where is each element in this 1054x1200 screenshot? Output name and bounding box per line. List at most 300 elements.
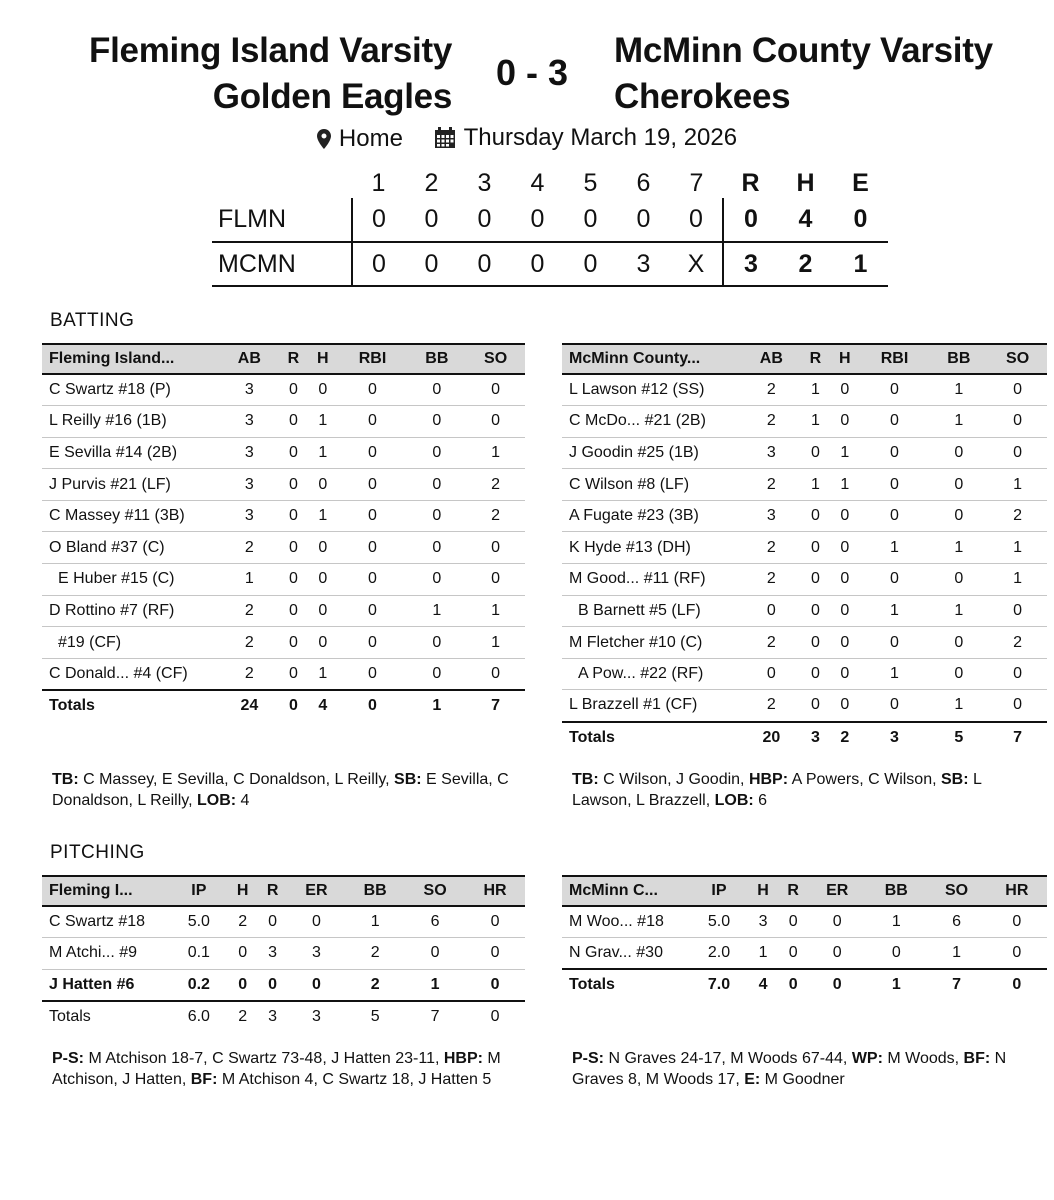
player-name: E Sevilla #14 (2B): [42, 437, 220, 469]
stat-value: 3: [288, 938, 346, 970]
stat-value: 0: [308, 627, 337, 659]
inning-header: 6: [636, 168, 651, 197]
note-value: C Wilson, J Goodin,: [598, 771, 749, 788]
stat-value: 0: [408, 469, 467, 501]
totals-value: 7: [1013, 728, 1023, 746]
stat-value: 2: [742, 690, 801, 722]
stat-value: 0: [258, 906, 288, 938]
home-batting-table: [42, 343, 525, 722]
player-name: M Fletcher #10 (C): [562, 627, 742, 659]
stat-value: 0: [337, 627, 407, 659]
away-team-line1: McMinn County Varsity: [614, 31, 993, 70]
table-row: [562, 595, 1047, 627]
note-value: M Goodner: [760, 1071, 845, 1088]
stat-value: 2: [466, 469, 525, 501]
table-header-row: [562, 876, 1047, 906]
stat-value: 1: [405, 969, 465, 1001]
table-row: [562, 469, 1047, 501]
home-pitching-table: [42, 875, 525, 1032]
table-row: [42, 532, 525, 564]
totals-row: [562, 969, 1047, 1001]
stat-value: 1: [988, 532, 1047, 564]
totals-value: 0: [490, 1008, 500, 1026]
stat-value: 0: [988, 406, 1047, 438]
stat-value: 1: [830, 437, 859, 469]
note-key: WP:: [851, 1050, 883, 1067]
stat-value: 0: [279, 469, 308, 501]
player-name: C Donald... #4 (CF): [42, 658, 220, 690]
stat-value: 0: [408, 564, 467, 596]
table-row: [562, 500, 1047, 532]
stat-value: 0: [930, 564, 989, 596]
stat-value: 0: [859, 690, 929, 722]
table-row: [42, 658, 525, 690]
stat-value: 0: [930, 627, 989, 659]
stat-value: 0: [801, 437, 830, 469]
stat-value: 0: [830, 690, 859, 722]
player-name: C Massey #11 (3B): [42, 500, 220, 532]
away-batting-table: [562, 343, 1047, 753]
stat-value: 3: [220, 500, 279, 532]
inning-header: 4: [530, 168, 545, 197]
stat-value: 0: [288, 969, 346, 1001]
inning-score: 0: [511, 242, 564, 286]
home-team-name: [89, 28, 452, 120]
team-abbr: MCMN: [212, 242, 352, 286]
stat-value: 0: [337, 500, 407, 532]
away-batting-notes: [572, 769, 1042, 811]
stat-value: 0: [228, 969, 258, 1001]
stat-value: 1: [466, 627, 525, 659]
stat-value: 5.0: [690, 906, 748, 938]
note-value: M Atchison 18-7, C Swartz 73-48, J Hatten 23-11,: [84, 1050, 444, 1067]
stat-column-header: HR: [987, 876, 1047, 906]
stat-column-header: H: [228, 876, 258, 906]
date-text: Thursday March 19, 2026: [463, 124, 738, 151]
totals-value: 3: [311, 1008, 321, 1026]
player-name: A Pow... #22 (RF): [562, 658, 742, 690]
stat-value: 1: [859, 532, 929, 564]
stat-value: 1: [308, 500, 337, 532]
stat-value: 1: [859, 595, 929, 627]
stat-value: 0: [337, 658, 407, 690]
stat-value: 0: [859, 564, 929, 596]
note-value: 6: [753, 792, 768, 809]
away-team-name: [614, 28, 993, 120]
stat-column-header: SO: [405, 876, 465, 906]
player-name: A Fugate #23 (3B): [562, 500, 742, 532]
team-column-header: Fleming Island...: [42, 344, 220, 374]
table-row: [562, 627, 1047, 659]
stat-column-header: R: [258, 876, 288, 906]
stat-value: 1: [926, 938, 986, 970]
player-name: O Bland #37 (C): [42, 532, 220, 564]
away-pitching-table: [562, 875, 1047, 1001]
hits-header: H: [796, 168, 815, 197]
player-name: D Rottino #7 (RF): [42, 595, 220, 627]
totals-value: 7: [952, 976, 961, 994]
stat-value: 0: [258, 969, 288, 1001]
stat-value: 0: [408, 437, 467, 469]
totals-value: 0: [368, 697, 377, 715]
note-key: HBP:: [748, 771, 789, 788]
team-column-header: McMinn County...: [562, 344, 742, 374]
stat-column-header: SO: [926, 876, 986, 906]
stat-value: 0: [337, 532, 407, 564]
totals-label: Totals: [49, 697, 95, 715]
stat-value: 0: [801, 564, 830, 596]
stat-value: 0: [466, 374, 525, 406]
stat-value: 0: [988, 437, 1047, 469]
stat-value: 0: [408, 532, 467, 564]
stat-value: 2: [742, 627, 801, 659]
stat-value: 2: [220, 627, 279, 659]
inning-score: 0: [670, 198, 723, 242]
stat-column-header: H: [830, 344, 859, 374]
stat-value: 0: [279, 437, 308, 469]
note-key: P-S:: [572, 1050, 604, 1067]
stat-value: 0: [408, 374, 467, 406]
stat-column-header: H: [308, 344, 337, 374]
totals-value: 3: [810, 728, 820, 746]
inning-score: X: [670, 242, 723, 286]
table-row: [42, 406, 525, 438]
note-value: C Massey, E Sevilla, C Donaldson, L Reilly,: [78, 771, 395, 788]
stat-value: 0: [308, 374, 337, 406]
stat-value: 0: [801, 627, 830, 659]
total-errors: 1: [833, 242, 888, 286]
stat-value: 2: [742, 374, 801, 406]
stat-value: 0: [337, 595, 407, 627]
totals-value: 0: [788, 976, 798, 994]
player-name: J Purvis #21 (LF): [42, 469, 220, 501]
note-key: SB:: [394, 771, 422, 788]
note-key: BF:: [963, 1050, 991, 1067]
totals-value: 5: [370, 1008, 380, 1026]
stat-value: 1: [801, 406, 830, 438]
stat-value: 0: [337, 406, 407, 438]
inning-score: 0: [405, 242, 458, 286]
player-name: C Swartz #18 (P): [42, 374, 220, 406]
table-row: [562, 437, 1047, 469]
stat-value: 1: [988, 564, 1047, 596]
stat-value: 0: [742, 595, 801, 627]
totals-value: 5: [954, 728, 964, 746]
table-header-row: [562, 344, 1047, 374]
stat-value: 0: [466, 564, 525, 596]
stat-value: 0: [308, 564, 337, 596]
note-key: P-S:: [52, 1050, 84, 1067]
total-runs: 0: [723, 198, 778, 242]
table-row: [42, 969, 525, 1001]
stat-column-header: HR: [465, 876, 525, 906]
player-name: B Barnett #5 (LF): [562, 595, 742, 627]
stat-value: 3: [748, 906, 778, 938]
errors-header: E: [852, 168, 869, 197]
stat-value: 0: [930, 500, 989, 532]
table-row: [42, 437, 525, 469]
inning-header: 2: [424, 168, 439, 197]
totals-value: 2: [238, 1008, 248, 1026]
stat-value: 1: [930, 406, 989, 438]
stat-column-header: SO: [466, 344, 525, 374]
stat-value: 1: [748, 938, 778, 970]
stat-column-header: RBI: [859, 344, 929, 374]
home-pitching-notes: [52, 1048, 522, 1090]
note-value: A Powers, C Wilson,: [788, 771, 941, 788]
stat-value: 1: [466, 437, 525, 469]
stat-value: 0: [988, 374, 1047, 406]
stat-value: 2: [988, 500, 1047, 532]
stat-value: 0: [830, 564, 859, 596]
stat-value: 0: [405, 938, 465, 970]
stat-column-header: R: [801, 344, 830, 374]
note-key: HBP:: [443, 1050, 483, 1067]
stat-value: 0: [408, 658, 467, 690]
stat-value: 0: [830, 374, 859, 406]
stat-value: 1: [308, 406, 337, 438]
stat-value: 1: [930, 690, 989, 722]
stat-value: 0: [308, 532, 337, 564]
stat-value: 0: [830, 595, 859, 627]
stat-value: 0: [801, 500, 830, 532]
note-key: LOB:: [196, 792, 237, 809]
stat-value: 0: [337, 469, 407, 501]
stat-column-header: R: [279, 344, 308, 374]
final-score: 0 - 3: [495, 52, 569, 93]
totals-value: 24: [240, 697, 259, 715]
stat-column-header: AB: [220, 344, 279, 374]
totals-row: [42, 1001, 525, 1033]
stat-value: 0: [987, 906, 1047, 938]
stat-value: 1: [988, 469, 1047, 501]
note-key: LOB:: [714, 792, 754, 809]
player-name: E Huber #15 (C): [42, 564, 220, 596]
stat-value: 6: [405, 906, 465, 938]
table-row: [562, 906, 1047, 938]
player-name: K Hyde #13 (DH): [562, 532, 742, 564]
stat-value: 0: [930, 469, 989, 501]
stat-value: 2: [220, 532, 279, 564]
stat-value: 0: [830, 627, 859, 659]
stat-column-header: H: [748, 876, 778, 906]
stat-value: 1: [930, 595, 989, 627]
away-pitching-notes: [572, 1048, 1042, 1090]
stat-value: 0: [830, 658, 859, 690]
away-team-line2: Cherokees: [614, 77, 791, 116]
stat-value: 0: [279, 627, 308, 659]
inning-score: 0: [617, 198, 670, 242]
table-row: [562, 938, 1047, 970]
table-row: [562, 564, 1047, 596]
stat-value: 0: [830, 406, 859, 438]
game-header: [0, 28, 1054, 118]
totals-label: Totals: [569, 728, 615, 746]
table-header-row: [42, 876, 525, 906]
stat-value: 0: [337, 564, 407, 596]
player-name: C McDo... #21 (2B): [562, 406, 742, 438]
stat-value: 1: [930, 532, 989, 564]
totals-value: 3: [890, 728, 899, 746]
stat-value: 0: [988, 595, 1047, 627]
stat-value: 0: [466, 532, 525, 564]
totals-value: 7: [491, 697, 501, 715]
inning-score: 0: [564, 242, 617, 286]
table-row: [42, 564, 525, 596]
stat-column-header: BB: [866, 876, 926, 906]
stat-value: 1: [220, 564, 279, 596]
stat-value: 0: [987, 938, 1047, 970]
player-name: L Reilly #16 (1B): [42, 406, 220, 438]
inning-score: 0: [458, 242, 511, 286]
stat-value: 0.2: [170, 969, 228, 1001]
stat-value: 0: [801, 532, 830, 564]
stat-value: 0: [830, 500, 859, 532]
stat-value: 2: [220, 595, 279, 627]
stat-value: 0: [859, 627, 929, 659]
stat-value: 0: [288, 906, 346, 938]
stat-value: 0: [279, 595, 308, 627]
inning-score: 0: [564, 198, 617, 242]
stat-value: 2: [228, 906, 258, 938]
inning-header: 3: [477, 168, 492, 197]
table-row: [562, 532, 1047, 564]
total-hits: 2: [778, 242, 833, 286]
stat-value: 2: [742, 469, 801, 501]
stat-value: 1: [308, 658, 337, 690]
inning-header: 7: [689, 168, 704, 197]
stat-value: 3: [742, 500, 801, 532]
totals-value: 0: [1012, 976, 1022, 994]
inning-score: 0: [352, 198, 405, 242]
table-row: [42, 627, 525, 659]
stat-value: 6: [926, 906, 986, 938]
stat-column-header: ER: [808, 876, 866, 906]
totals-value: 0: [832, 976, 842, 994]
stat-value: 0: [408, 406, 467, 438]
table-row: [42, 500, 525, 532]
stat-value: 0: [337, 374, 407, 406]
stat-value: 1: [466, 595, 525, 627]
stat-value: 0.1: [170, 938, 228, 970]
stat-value: 3: [742, 437, 801, 469]
stat-value: 1: [408, 595, 467, 627]
player-name: J Hatten #6: [42, 969, 170, 1001]
totals-label: Totals: [49, 1008, 91, 1026]
totals-value: 3: [268, 1008, 278, 1026]
game-meta: [0, 124, 1054, 156]
stat-value: 0: [808, 906, 866, 938]
batting-section-title: BATTING: [50, 310, 135, 331]
stat-value: 1: [345, 906, 405, 938]
home-batting-notes: [52, 769, 522, 811]
stat-value: 0: [466, 658, 525, 690]
stat-column-header: AB: [742, 344, 801, 374]
stat-value: 0: [742, 658, 801, 690]
totals-value: 2: [840, 728, 850, 746]
stat-value: 0: [801, 595, 830, 627]
player-name: C Wilson #8 (LF): [562, 469, 742, 501]
inning-header: 5: [583, 168, 598, 197]
stat-column-header: IP: [690, 876, 748, 906]
player-name: L Lawson #12 (SS): [562, 374, 742, 406]
table-header-row: [42, 344, 525, 374]
stat-value: 0: [408, 627, 467, 659]
stat-value: 0: [859, 469, 929, 501]
stat-value: 1: [801, 469, 830, 501]
line-score-row: [212, 198, 888, 242]
runs-header: R: [741, 168, 760, 197]
totals-value: 0: [288, 697, 298, 715]
stat-value: 0: [308, 469, 337, 501]
totals-row: [562, 722, 1047, 754]
stat-value: 3: [220, 374, 279, 406]
player-name: #19 (CF): [42, 627, 220, 659]
table-row: [562, 658, 1047, 690]
team-abbr: FLMN: [212, 198, 352, 242]
totals-value: 4: [758, 976, 768, 994]
stat-value: 2: [742, 406, 801, 438]
pitching-section-title: PITCHING: [50, 842, 145, 863]
team-column-header: McMinn C...: [562, 876, 690, 906]
player-name: J Goodin #25 (1B): [562, 437, 742, 469]
inning-header: 1: [371, 168, 386, 197]
table-row: [562, 406, 1047, 438]
stat-value: 0: [859, 374, 929, 406]
stat-value: 0: [988, 690, 1047, 722]
note-value: L Lawson, L Brazzell,: [572, 771, 982, 809]
location: [317, 125, 403, 153]
home-team-line1: Fleming Island Varsity: [89, 31, 452, 70]
player-name: M Good... #11 (RF): [562, 564, 742, 596]
total-errors: 0: [833, 198, 888, 242]
stat-value: 3: [220, 437, 279, 469]
inning-score: 0: [405, 198, 458, 242]
stat-column-header: ER: [288, 876, 346, 906]
stat-value: 2: [345, 938, 405, 970]
stat-value: 0: [930, 658, 989, 690]
stat-value: 0: [859, 406, 929, 438]
calendar-icon: [434, 127, 456, 149]
stat-value: 0: [466, 406, 525, 438]
stat-value: 0: [465, 938, 525, 970]
total-hits: 4: [778, 198, 833, 242]
note-value: M Woods,: [882, 1050, 964, 1067]
table-row: [42, 595, 525, 627]
table-row: [42, 374, 525, 406]
stat-value: 0: [808, 938, 866, 970]
stat-value: 0: [308, 595, 337, 627]
table-row: [562, 374, 1047, 406]
stat-value: 0: [279, 658, 308, 690]
note-value: 4: [236, 792, 250, 809]
stat-value: 0: [859, 437, 929, 469]
stat-column-header: SO: [988, 344, 1047, 374]
stat-value: 0: [279, 500, 308, 532]
stat-value: 0: [337, 437, 407, 469]
stat-value: 0: [465, 969, 525, 1001]
totals-value: 1: [891, 976, 901, 994]
stat-value: 0: [830, 532, 859, 564]
stat-value: 3: [220, 406, 279, 438]
note-key: BF:: [190, 1071, 218, 1088]
stat-value: 2: [742, 564, 801, 596]
inning-score: 0: [458, 198, 511, 242]
stat-value: 0: [279, 374, 308, 406]
stat-value: 1: [859, 658, 929, 690]
note-key: TB:: [52, 771, 79, 788]
note-value: N Graves 24-17, M Woods 67-44,: [604, 1050, 852, 1067]
